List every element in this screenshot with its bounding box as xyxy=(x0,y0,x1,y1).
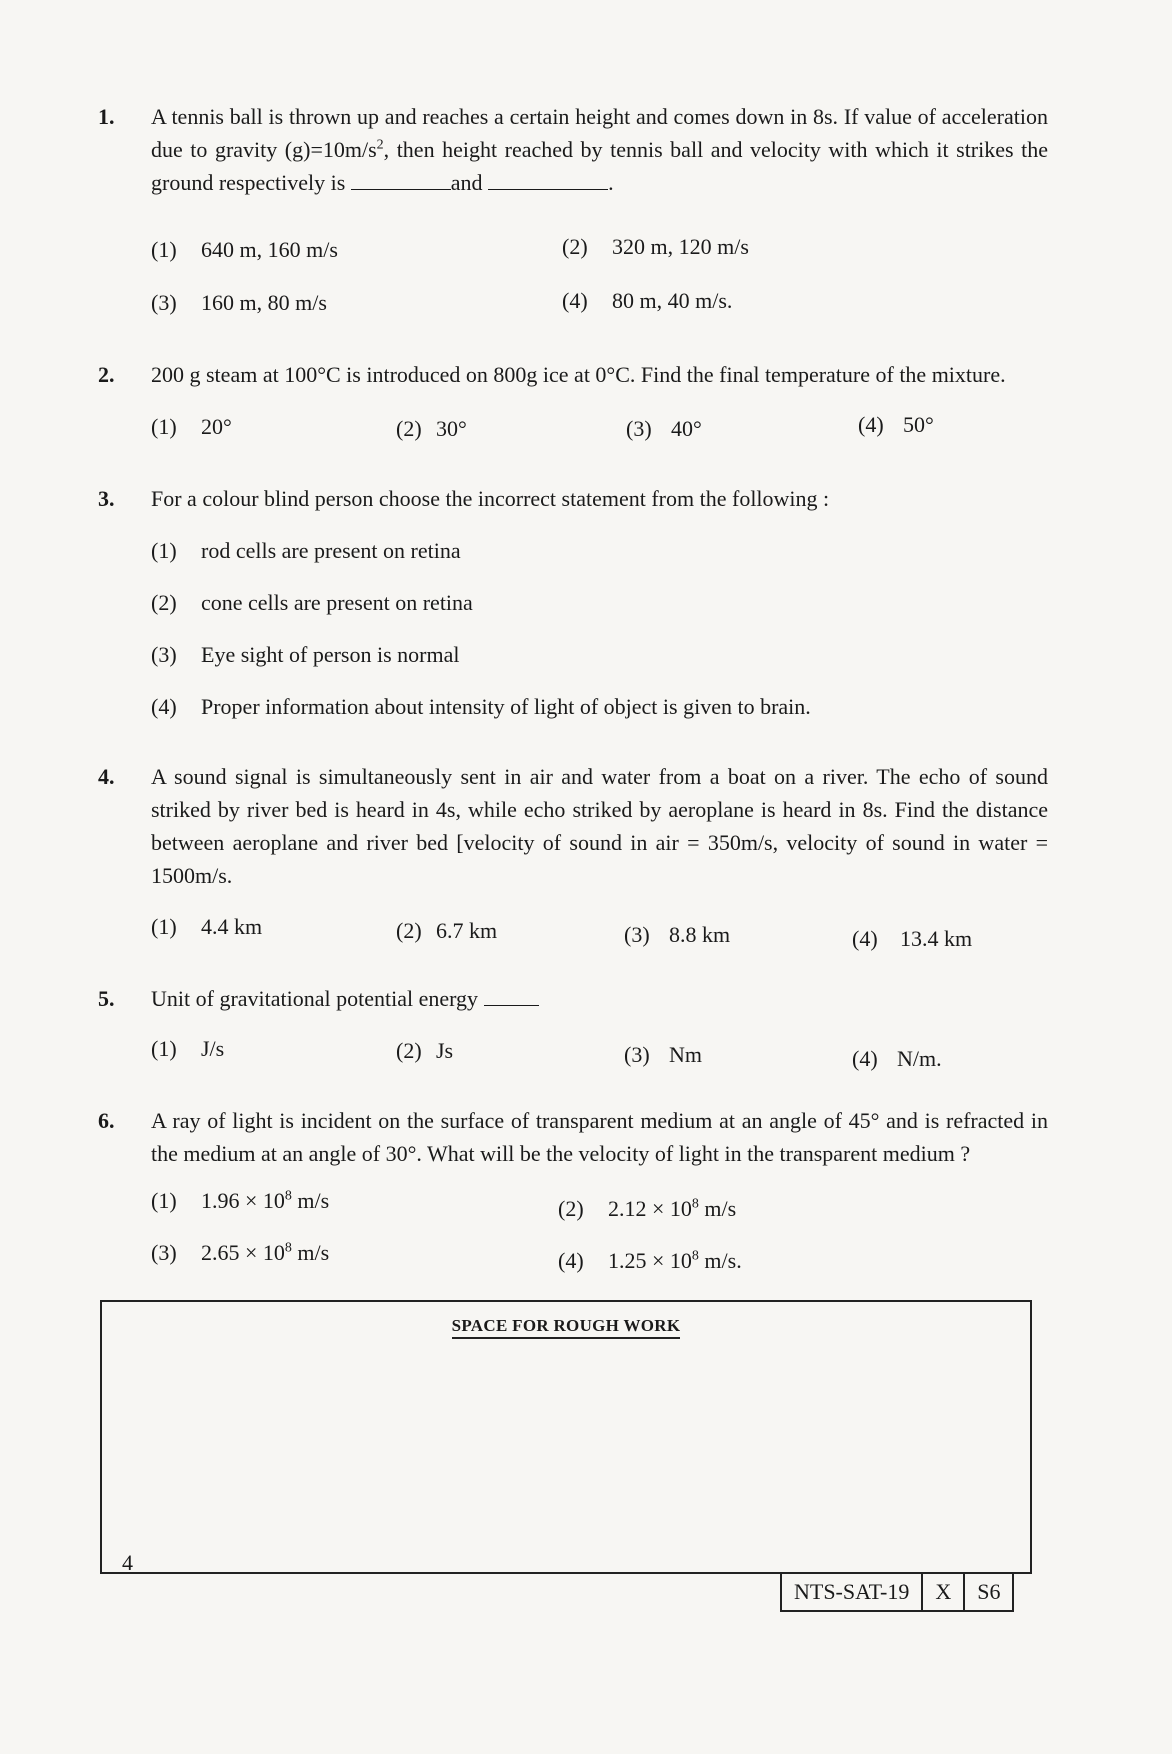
question-2 xyxy=(98,358,1048,398)
option: (2) Js xyxy=(396,1038,454,1063)
option: (3) Eye sight of person is normal xyxy=(151,642,460,667)
option: (2) $2.12 \times 10^8$ m/s xyxy=(558,1196,737,1221)
question-number: 1. xyxy=(98,104,115,129)
paper-code: NTS-SAT-19 xyxy=(794,1579,910,1604)
page-number: 4 xyxy=(122,1550,133,1575)
question-5 xyxy=(98,982,1048,1022)
option: (2) 30° xyxy=(396,416,467,441)
option: (1) 20° xyxy=(151,414,232,439)
question-number: 3. xyxy=(98,486,115,511)
question-6 xyxy=(98,1104,1048,1174)
question-number: 4. xyxy=(98,764,115,789)
option: (4) $1.25 \times 10^8$ m/s. xyxy=(558,1248,742,1273)
option: (4) Proper information about intensity of light of object is given to brain. xyxy=(151,694,811,719)
class-code: X xyxy=(921,1574,963,1610)
question-text: Unit of gravitational potential energy xyxy=(151,982,1048,1015)
option: (3) 160 m, 80 m/s xyxy=(151,290,327,315)
rough-work-title: SPACE FOR ROUGH WORK xyxy=(102,1316,1030,1336)
option: (4) 13.4 km xyxy=(852,926,973,951)
question-text: A tennis ball is thrown up and reaches a certain height and comes down in 8s. If value of acceleration due to gravity $(g)=10m/s^2$, then height reached by tennis ball and velocity with which it strikes the ground respectively is and . xyxy=(151,104,1048,195)
option: (1) 4.4 km xyxy=(151,914,263,939)
option: (3) $2.65 \times 10^8$ m/s xyxy=(151,1240,330,1265)
answer-blank xyxy=(484,983,539,1006)
rough-work-box xyxy=(100,1300,1032,1574)
option: (3) Nm xyxy=(624,1042,702,1067)
question-text: 200 g steam at 100°C is introduced on 800g ice at 0°C. Find the final temperature of the mixture. xyxy=(151,362,1006,387)
option: (3) 40° xyxy=(626,416,702,441)
paper-code-box xyxy=(780,1572,1014,1612)
set-code: S6 xyxy=(963,1574,1012,1610)
option: (1) J/s xyxy=(151,1036,225,1061)
question-number: 5. xyxy=(98,986,115,1011)
question-number: 6. xyxy=(98,1108,115,1133)
option: (1) $1.96 \times 10^8$ m/s xyxy=(151,1188,330,1213)
option: (2) cone cells are present on retina xyxy=(151,590,473,615)
question-text: A sound signal is simultaneously sent in air and water from a boat on a river. The echo of sound striked by river bed is heard in 4s, while echo striked by aeroplane is heard in 8s. Find the distance between aeroplane and river bed [velocity of sound in air = 350m/s, velocity of sound in water = 1500m/s. xyxy=(151,764,1048,888)
question-number: 2. xyxy=(98,362,115,387)
option: (1) rod cells are present on retina xyxy=(151,538,461,563)
answer-blank xyxy=(488,167,608,190)
question-3 xyxy=(98,482,1048,522)
option: (4) N/m. xyxy=(852,1046,942,1071)
question-text: A ray of light is incident on the surface of transparent medium at an angle of 45° and is refracted in the medium at an angle of 30°. What will be the velocity of light in the transparent medium ? xyxy=(151,1108,1048,1166)
option: (4) 80 m, 40 m/s. xyxy=(562,288,733,313)
option: (3) 8.8 km xyxy=(624,922,731,947)
option: (2) 6.7 km xyxy=(396,918,498,943)
option: (4) 50° xyxy=(858,412,934,437)
question-4 xyxy=(98,760,1048,895)
answer-blank xyxy=(351,167,451,190)
question-text: For a colour blind person choose the incorrect statement from the following : xyxy=(151,486,830,511)
option: (2) 320 m, 120 m/s xyxy=(562,234,749,259)
option: (1) 640 m, 160 m/s xyxy=(151,237,338,262)
question-1 xyxy=(98,100,1048,220)
